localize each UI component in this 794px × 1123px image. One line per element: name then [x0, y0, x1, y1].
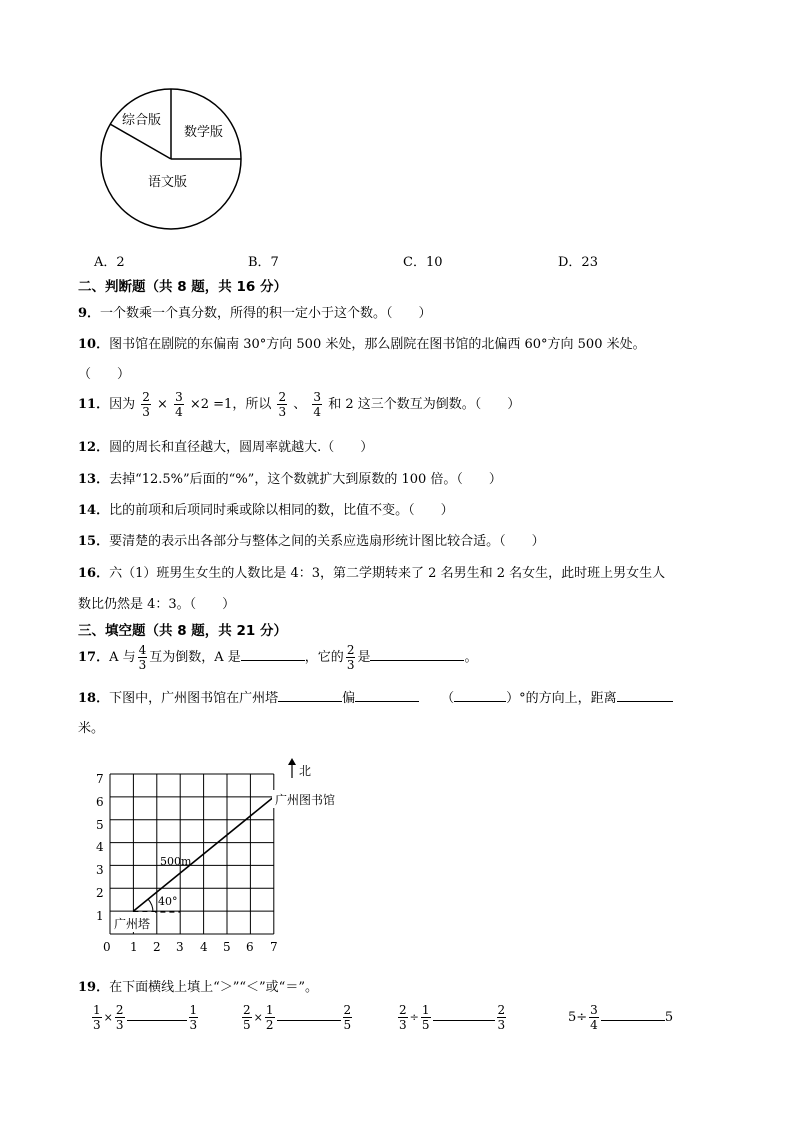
- q11-post: 和 2 这三个数互为倒数。（ ）: [328, 397, 521, 412]
- q17-a: A 与: [109, 650, 136, 665]
- pie-label-yuwen: 语文版: [148, 175, 188, 190]
- x-tick-2: 2: [153, 940, 161, 954]
- q13-text: 去掉“12.5%”后面的“%”，这个数就扩大到原数的 100 倍。（ ）: [109, 472, 502, 487]
- section2-title: 二、判断题（共 8 题，共 16 分）: [78, 279, 287, 295]
- x-tick-1: 1: [130, 940, 138, 954]
- angle-label: 40°: [158, 895, 178, 908]
- y-tick-7: 7: [96, 772, 104, 786]
- x-tick-6: 6: [246, 940, 254, 954]
- q18-b: 偏: [342, 691, 356, 706]
- q18-blank2[interactable]: [355, 689, 419, 702]
- q13: [78, 468, 502, 487]
- x-tick-0: 0: [103, 940, 111, 954]
- y-tick-6: 6: [96, 795, 104, 809]
- choice-d[interactable]: D．23: [558, 255, 598, 270]
- y-tick-1: 1: [96, 909, 104, 923]
- q9-num: 9．: [78, 306, 101, 321]
- q11-frac2: $\frac{3}{4}$: [175, 390, 183, 419]
- q19-blank-3[interactable]: [433, 1008, 495, 1021]
- pie-label-zonghe: 综合版: [122, 113, 162, 128]
- q19-item-4: 5÷ $\frac{3}{4}$ 5: [568, 1003, 674, 1032]
- q19-blank-1[interactable]: [127, 1008, 187, 1021]
- y-tick-3: 3: [96, 863, 104, 877]
- q17-num: 17．: [78, 650, 110, 665]
- q18: [78, 687, 673, 706]
- q11-frac3: $\frac{2}{3}$: [278, 390, 287, 419]
- q19-item-2: $\frac{2}{5}$ × $\frac{1}{2}$ $\frac{2}{5}$: [243, 1003, 352, 1032]
- q12-text: 圆的周长和直径越大，圆周率就越大.（ ）: [109, 440, 374, 455]
- q18-blank3[interactable]: [454, 689, 506, 702]
- q16-line1: 六（1）班男生女生的人数比是 4：3，第二学期转来了 2 名男生和 2 名女生，此时班上男女生人: [109, 566, 666, 581]
- q17-d: 是: [357, 650, 371, 665]
- q18-c: （: [441, 691, 455, 706]
- q18-num: 18．: [78, 691, 110, 706]
- q19-item-3: $\frac{2}{3}$ ÷ $\frac{1}{5}$ $\frac{2}{3}$: [399, 1003, 506, 1032]
- x-tick-3: 3: [176, 940, 184, 954]
- q17-blank1[interactable]: [241, 648, 305, 661]
- q9: [78, 302, 432, 321]
- pie-label-shuxue: 数学版: [184, 125, 224, 140]
- q16: [78, 562, 665, 581]
- q19-text: 在下面横线上填上“＞”“＜”或“＝”。: [109, 980, 318, 995]
- tower-label: 广州塔: [114, 917, 151, 931]
- q17-frac2: $\frac{2}{3}$: [346, 643, 355, 672]
- q11-num: 11．: [78, 397, 110, 412]
- section3-title: 三、填空题（共 8 题，共 21 分）: [78, 623, 287, 639]
- pie-chart: [98, 86, 244, 232]
- choice-c[interactable]: C．10: [403, 255, 443, 270]
- q10-text: 图书馆在剧院的东偏南 30°方向 500 米处，那么剧院在图书馆的北偏西 60°方向 500 米处。: [109, 337, 646, 352]
- q9-text: 一个数乘一个真分数，所得的积一定小于这个数。（ ）: [100, 306, 432, 321]
- q19-blank-2[interactable]: [277, 1008, 341, 1021]
- north-label: 北: [299, 764, 312, 778]
- q14: [78, 499, 454, 518]
- q18-a: 下图中，广州图书馆在广州塔: [109, 691, 279, 706]
- q11: [78, 391, 520, 418]
- choice-b[interactable]: B．7: [248, 255, 279, 270]
- q18-blank1[interactable]: [278, 689, 342, 702]
- q19: [78, 976, 318, 995]
- x-tick-7: 7: [270, 940, 278, 954]
- q18-d: ）°的方向上，距离: [506, 691, 617, 706]
- q13-num: 13．: [78, 472, 110, 487]
- q19-blank-4[interactable]: [601, 1008, 665, 1021]
- q11-times: ×: [157, 397, 168, 412]
- choice-a[interactable]: A．2: [94, 255, 125, 270]
- q11-mid: ×2 =1，所以: [189, 397, 272, 412]
- x-tick-4: 4: [200, 940, 208, 954]
- q18-e: 米。: [78, 721, 105, 736]
- location-grid: [88, 754, 358, 958]
- library-label: 广州图书馆: [275, 793, 336, 807]
- q11-frac1: $\frac{2}{3}$: [142, 390, 150, 419]
- q19-num: 19．: [78, 980, 110, 995]
- q17: [78, 644, 477, 671]
- q11-sep: 、: [293, 397, 307, 412]
- q17-b: 互为倒数，A 是: [149, 650, 241, 665]
- x-tick-5: 5: [223, 940, 231, 954]
- q19-item-1: $\frac{1}{3}$ × $\frac{2}{3}$ $\frac{1}{3}$: [93, 1003, 198, 1032]
- y-tick-5: 5: [96, 818, 104, 832]
- q14-num: 14．: [78, 503, 110, 518]
- q17-blank2[interactable]: [370, 648, 464, 661]
- q18-blank4[interactable]: [617, 689, 673, 702]
- q17-c: ，它的: [304, 650, 344, 665]
- distance-label: 500m: [160, 855, 192, 868]
- q14-text: 比的前项和后项同时乘或除以相同的数，比值不变。（ ）: [109, 503, 454, 518]
- y-tick-2: 2: [96, 886, 104, 900]
- q15-num: 15．: [78, 534, 110, 549]
- q12-num: 12．: [78, 440, 110, 455]
- q15-text: 要清楚的表示出各部分与整体之间的关系应选扇形统计图比较合适。（ ）: [109, 534, 545, 549]
- q12: [78, 436, 373, 455]
- q10: [78, 333, 646, 352]
- q16-num: 16．: [78, 566, 110, 581]
- q10-paren: （ ）: [78, 367, 131, 382]
- q17-e: 。: [464, 650, 478, 665]
- y-tick-4: 4: [96, 840, 104, 854]
- q11-frac4: $\frac{3}{4}$: [313, 390, 322, 419]
- q16-line2: 数比仍然是 4：3。（ ）: [78, 597, 236, 612]
- q15: [78, 530, 545, 549]
- q10-num: 10．: [78, 337, 110, 352]
- q17-frac1: $\frac{4}{3}$: [138, 643, 147, 672]
- q11-pre: 因为: [109, 397, 136, 412]
